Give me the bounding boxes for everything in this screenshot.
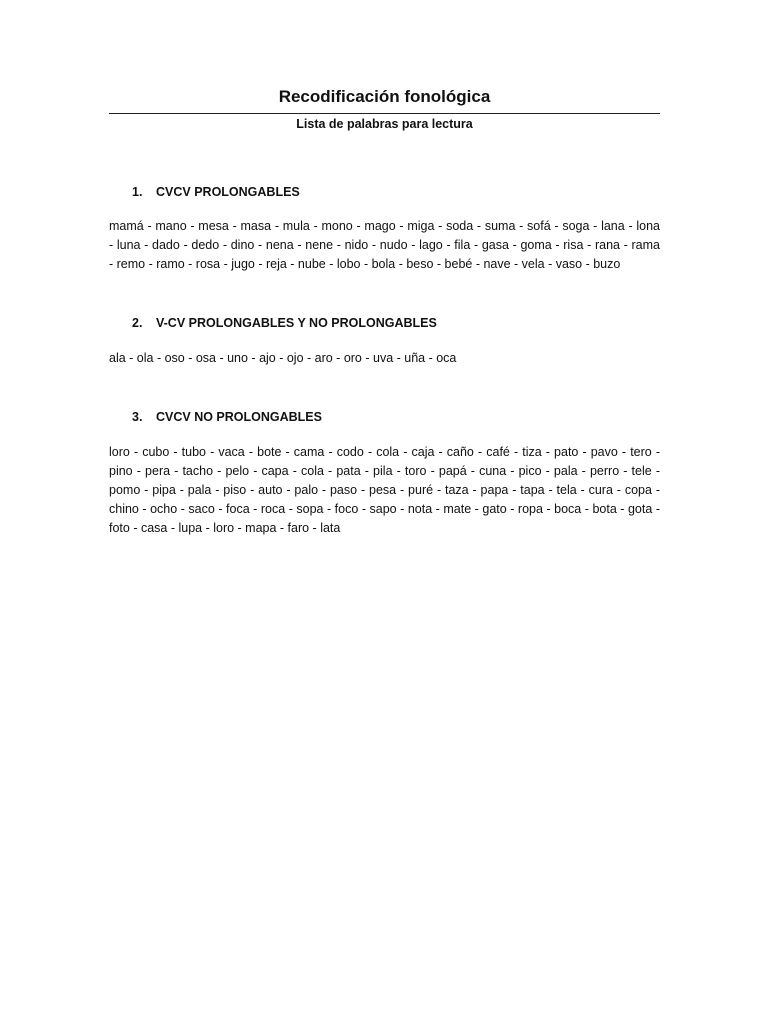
section-title-3: CVCV NO PROLONGABLES (156, 410, 322, 424)
document-subtitle: Lista de palabras para lectura (296, 117, 473, 131)
section-number-3: 3. (132, 410, 143, 424)
section-title-1: CVCV PROLONGABLES (156, 185, 300, 199)
document-page (109, 86, 660, 538)
section-heading-3 (109, 409, 660, 425)
word-list-1: mamá - mano - mesa - masa - mula - mono - mago - miga - soda - suma - sofá - soga - lana - lona - luna - dado - dedo - dino - nena - nene - nido - nudo - lago - fila - gasa - goma - risa - rana - rama - remo - ramo - rosa - jugo - reja - nube - lobo - bola - beso - bebé - nave - vela - vaso - buzo (109, 219, 660, 271)
section-number-2: 2. (132, 316, 143, 330)
section-heading-1 (109, 184, 660, 200)
document-title: Recodificación fonológica (109, 86, 660, 114)
word-list-2: ala - ola - oso - osa - uno - ajo - ojo - aro - oro - uva - uña - oca (109, 351, 457, 365)
word-list-3: loro - cubo - tubo - vaca - bote - cama - codo - cola - caja - caño - café - tiza - pato - pavo - tero - pino - pera - tacho - pelo - capa - cola - pata - pila - toro - papá - cuna - pico - pala - perro - tele - pomo - pipa - pala - piso - auto - palo - paso - pesa - puré - taza - papa - tapa - tela - cura - copa - chino - ocho - saco - foca - roca - sopa - foco - sapo - nota - mate - gato - ropa - boca - bota - gota - foto - casa - lupa - loro - mapa - faro - lata (109, 445, 660, 535)
section-number-1: 1. (132, 185, 143, 199)
section-title-2: V-CV PROLONGABLES Y NO PROLONGABLES (156, 316, 437, 330)
section-heading-2 (109, 315, 660, 331)
